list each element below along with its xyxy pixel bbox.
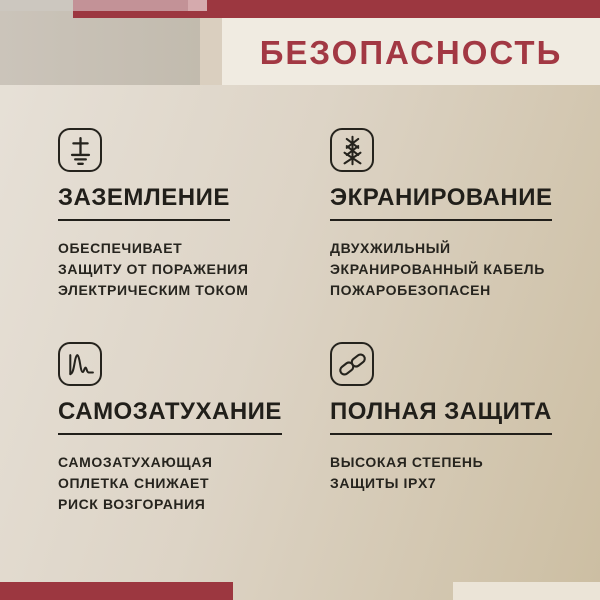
section-text-line: ОПЛЕТКА СНИЖАЕТ <box>58 475 210 491</box>
section-body <box>330 238 585 301</box>
section-title: САМОЗАТУХАНИЕ <box>58 400 282 435</box>
section-shielding <box>330 128 585 301</box>
section-text-line: ЭЛЕКТРИЧЕСКИМ ТОКОМ <box>58 282 249 298</box>
chain-link-icon <box>330 342 374 386</box>
section-title: ЗАЗЕМЛЕНИЕ <box>58 186 230 221</box>
decor-tan-strip <box>200 10 223 85</box>
section-text-line: САМОЗАТУХАЮЩАЯ <box>58 454 213 470</box>
section-title: ПОЛНАЯ ЗАЩИТА <box>330 400 552 435</box>
section-title: ЭКРАНИРОВАНИЕ <box>330 186 552 221</box>
section-text-line: ЗАЩИТУ ОТ ПОРАЖЕНИЯ <box>58 261 249 277</box>
section-body <box>58 452 313 515</box>
decor-pink-block <box>73 0 207 11</box>
ground-icon <box>58 128 102 172</box>
page-title: БЕЗОПАСНОСТЬ <box>259 34 563 71</box>
section-text-line: ВЫСОКАЯ СТЕПЕНЬ <box>330 454 484 470</box>
section-text-line: ДВУХЖИЛЬНЫЙ <box>330 240 451 256</box>
header-title-panel <box>222 18 600 85</box>
decor-bottom-cream-block <box>453 582 600 600</box>
section-text-line: РИСК ВОЗГОРАНИЯ <box>58 496 206 512</box>
section-grounding <box>58 128 313 301</box>
section-full-protection <box>330 342 585 494</box>
braided-shield-icon <box>330 128 374 172</box>
decor-bottom-red-block <box>0 582 233 600</box>
section-text-line: ОБЕСПЕЧИВАЕТ <box>58 240 183 256</box>
section-body <box>58 238 313 301</box>
section-text-line: ЗАЩИТЫ IPX7 <box>330 475 437 491</box>
decor-beige-block <box>0 10 200 85</box>
section-text-line: ПОЖАРОБЕЗОПАСЕН <box>330 282 491 298</box>
section-text-line: ЭКРАНИРОВАННЫЙ КАБЕЛЬ <box>330 261 545 277</box>
decor-gray-strip <box>0 0 73 11</box>
section-body <box>330 452 585 494</box>
pulse-wave-icon <box>58 342 102 386</box>
section-self-extinguishing <box>58 342 313 515</box>
